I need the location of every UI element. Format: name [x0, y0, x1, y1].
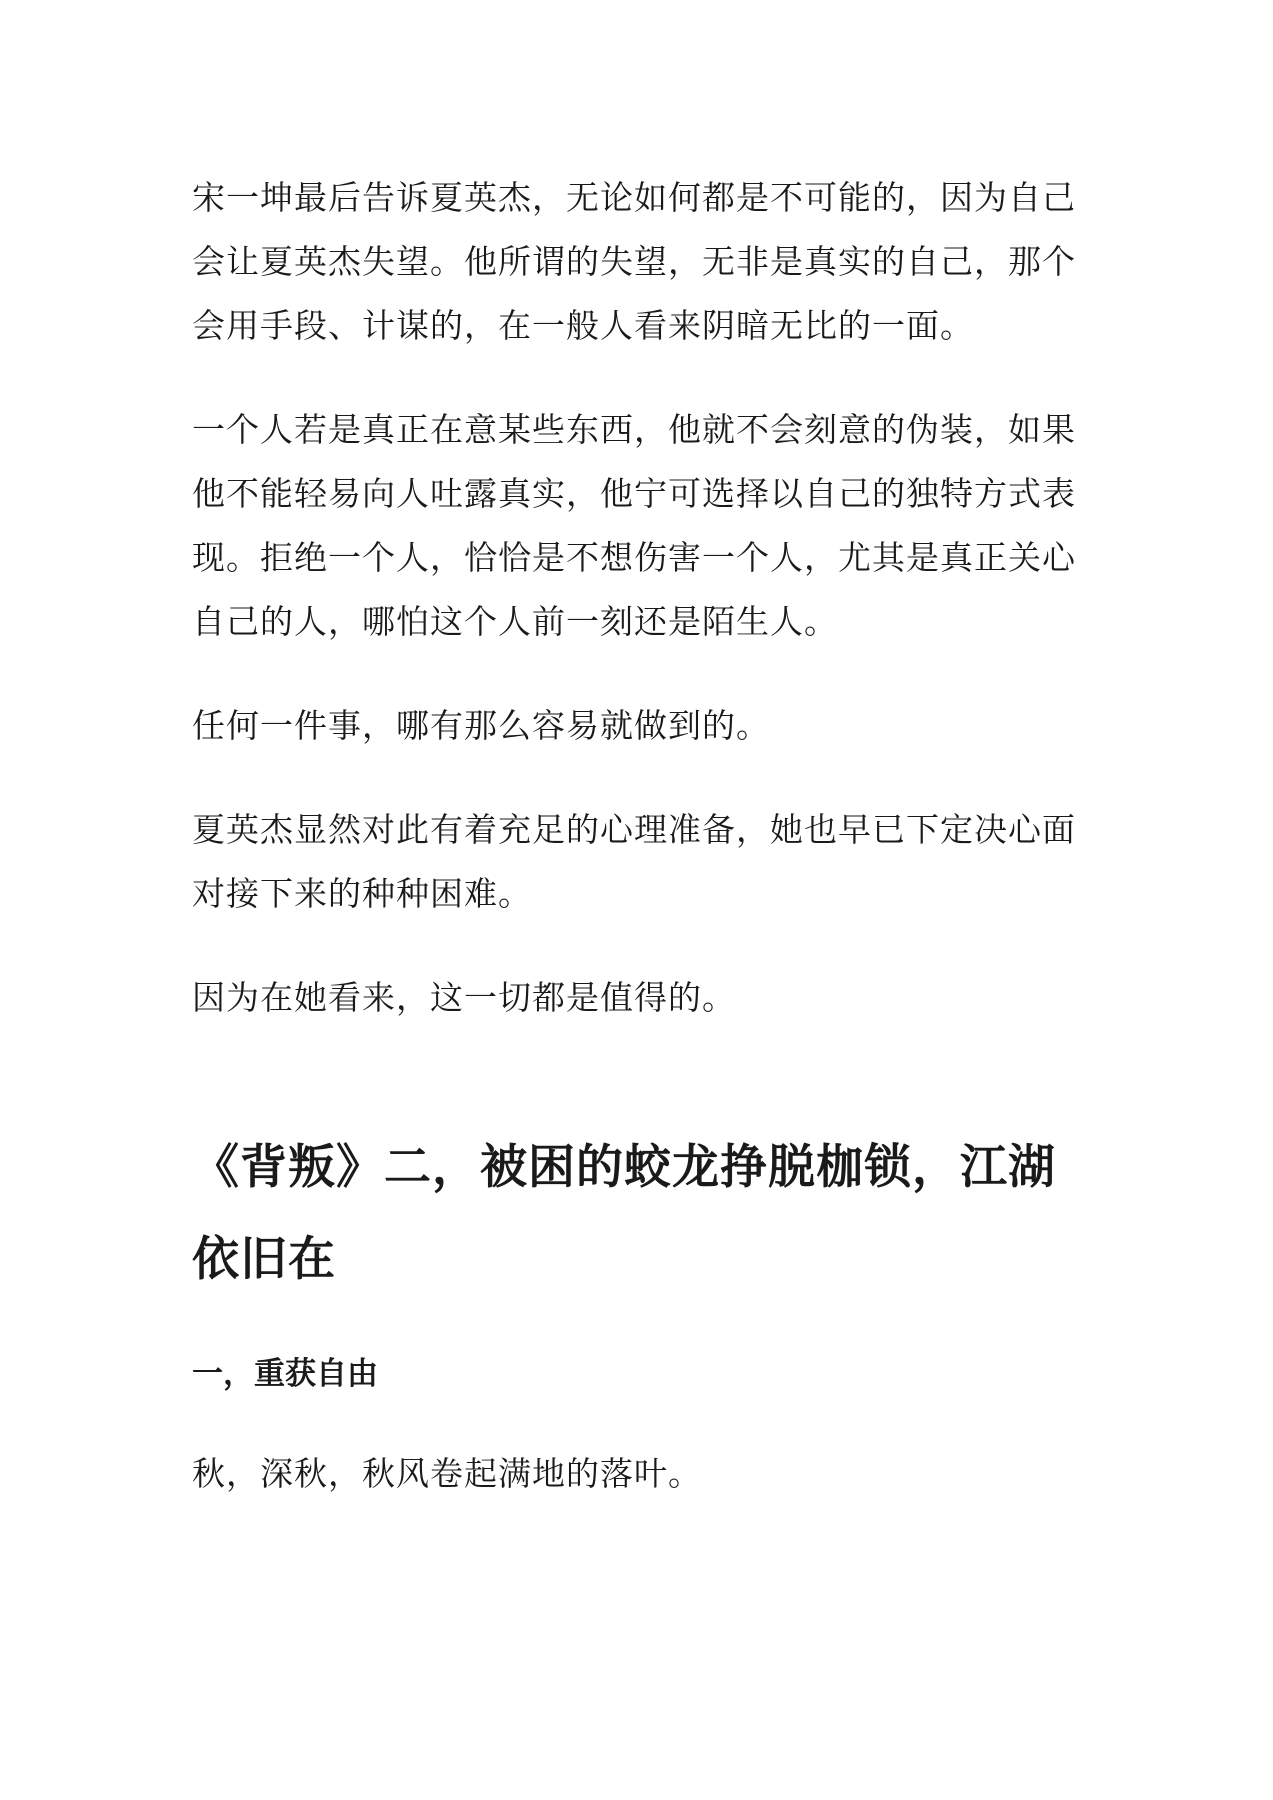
- paragraph: 因为在她看来，这一切都是值得的。: [192, 978, 736, 1017]
- section-heading: 一，重获自由: [192, 1356, 378, 1392]
- paragraph: 秋，深秋，秋风卷起满地的落叶。: [192, 1454, 702, 1493]
- paragraph: 宋一坤最后告诉夏英杰，无论如何都是不可能的，因为自己会让夏英杰失望。他所谓的失望，无非是真实的自己，那个会用手段、计谋的，在一般人看来阴暗无比的一面。: [192, 178, 1076, 345]
- chapter-title: 《背叛》二，被困的蛟龙挣脱枷锁，江湖依旧在: [192, 1140, 1056, 1287]
- paragraph: 夏英杰显然对此有着充足的心理准备，她也早已下定决心面对接下来的种种困难。: [192, 810, 1076, 913]
- paragraph: 任何一件事，哪有那么容易就做到的。: [192, 706, 770, 745]
- paragraph: 一个人若是真正在意某些东西，他就不会刻意的伪装，如果他不能轻易向人吐露真实，他宁可选择以自己的独特方式表现。拒绝一个人，恰恰是不想伤害一个人，尤其是真正关心自己的人，哪怕这个人前一刻还是陌生人。: [192, 410, 1076, 641]
- document-body: [192, 166, 1084, 1546]
